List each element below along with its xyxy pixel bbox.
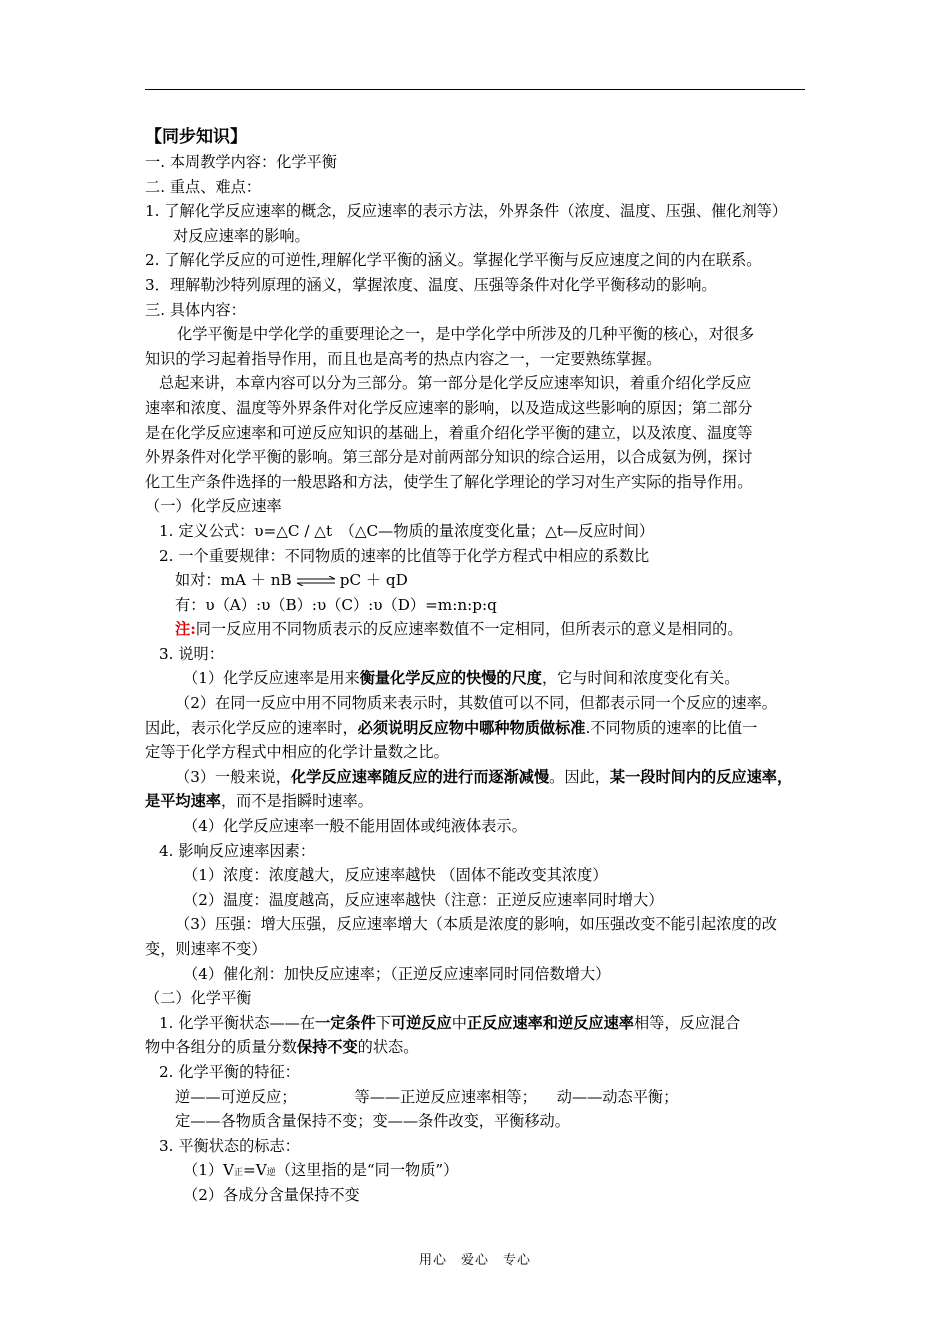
- features-line-2: 定——各物质含量保持不变；变——条件改变，平衡移动。: [175, 1112, 570, 1131]
- intro-paragraph-1: 化学平衡是中学化学的重要理论之一，是中学化学中所涉及的几种平衡的核心，对很多: [177, 325, 755, 344]
- equation-right: pC ＋ qD: [339, 571, 408, 590]
- section-two: 二. 重点、难点：: [145, 177, 261, 196]
- reaction-equation: [145, 568, 817, 593]
- explanation-2-line3: 定等于化学方程式中相应的化学计量数之比。: [145, 743, 449, 762]
- part-a-heading: （一）化学反应速率: [145, 497, 282, 516]
- key-point-1: 1. 了解化学反应速率的概念，反应速率的表示方法，外界条件（浓度、温度、压强、催化剂等）: [145, 202, 788, 221]
- explanation-2-line2: 因此，表示化学反应的速率时，必须说明反应物中哪种物质做标准.不同物质的速率的比值一: [145, 718, 758, 737]
- note-label: 注:: [175, 620, 196, 639]
- explanation-3: （3）一般来说，化学反应速率随反应的进行而逐渐减慢。因此，某一段时间内的反应速率，: [175, 767, 793, 786]
- equation-left: 如对：mA ＋ nB: [175, 571, 292, 590]
- intro-paragraph-2-line3: 是在化学反应速率和可逆反应知识的基础上，着重介绍化学平衡的建立，以及浓度、温度等: [145, 423, 753, 442]
- reversible-arrow-icon: [296, 576, 336, 586]
- page-footer: 用心 爱心 专心: [418, 1253, 531, 1268]
- explanation-2: （2）在同一反应中用不同物质来表示时，其数值可以不同，但都表示同一个反应的速率。: [175, 694, 777, 713]
- factor-temperature: （2）温度：温度越高，反应速率越快（注意：正逆反应速率同时增大）: [183, 890, 664, 909]
- section-three: 三. 具体内容：: [145, 300, 246, 319]
- intro-paragraph-2-line2: 速率和浓度、温度等外界条件对化学反应速率的影响，以及造成这些影响的原因；第二部分: [145, 398, 753, 417]
- indicator-2: （2）各成分含量保持不变: [183, 1185, 360, 1204]
- rate-ratio: 有：υ（A）:υ（B）:υ（C）:υ（D）=m:n:p:q: [175, 595, 497, 614]
- key-point-1-cont: 对反应速率的影响。: [173, 226, 310, 245]
- intro-paragraph-2: 总起来讲，本章内容可以分为三部分。第一部分是化学反应速率知识，着重介绍化学反应: [159, 374, 752, 393]
- note-line: [145, 617, 817, 642]
- note-text: 同一反应用不同物质表示的反应速率数值不一定相同，但所表示的意义是相同的。: [195, 620, 743, 639]
- rate-rule: 2. 一个重要规律：不同物质的速率的比值等于化学方程式中相应的系数比: [159, 546, 650, 565]
- intro-paragraph-2-line4: 外界条件对化学平衡的影响。第三部分是对前两部分知识的综合运用，以合成氨为例，探讨: [145, 448, 753, 467]
- explanation-4: （4）化学反应速率一般不能用固体或纯液体表示。: [183, 817, 527, 836]
- equilibrium-definition-cont: 物中各组分的质量分数保持不变的状态。: [145, 1038, 419, 1057]
- section-heading: 【同步知识】: [145, 127, 247, 147]
- header-rule: [145, 89, 805, 90]
- factor-pressure: （3）压强：增大压强，反应速率增大（本质是浓度的影响，如压强改变不能引起浓度的改: [175, 915, 777, 934]
- explanation-heading: 3. 说明：: [159, 644, 224, 663]
- document-body: [145, 124, 817, 1208]
- explanation-3-line2: 是平均速率，而不是指瞬时速率。: [145, 792, 373, 811]
- intro-paragraph-2-line5: 化工生产条件选择的一般思路和方法，使学生了解化学理论的学习对生产实际的指导作用。: [145, 472, 753, 491]
- explanation-1: （1）化学反应速率是用来衡量化学反应的快慢的尺度，它与时间和浓度变化有关。: [183, 669, 740, 688]
- indicators-heading: 3. 平衡状态的标志：: [159, 1136, 300, 1155]
- section-one: 一. 本周教学内容：化学平衡: [145, 153, 337, 171]
- key-point-3: 3．理解勒沙特列原理的涵义，掌握浓度、温度、压强等条件对化学平衡移动的影响。: [145, 275, 717, 294]
- features-heading: 2. 化学平衡的特征：: [159, 1062, 300, 1081]
- intro-paragraph-1-cont: 知识的学习起着指导作用，而且也是高考的热点内容之一，一定要熟练掌握。: [145, 349, 662, 368]
- key-point-2: 2. 了解化学反应的可逆性,理解化学平衡的涵义。掌握化学平衡与反应速度之间的内在联系。: [145, 251, 762, 270]
- factors-heading: 4. 影响反应速率因素：: [159, 841, 316, 860]
- rate-definition: 1. 定义公式：υ=△C / △t （△C—物质的量浓度变化量；△t—反应时间）: [159, 521, 655, 540]
- factor-concentration: （1）浓度：浓度越大，反应速率越快 （固体不能改变其浓度）: [183, 866, 608, 885]
- indicator-1: （1）V正=V逆（这里指的是“同一物质”）: [183, 1161, 459, 1180]
- factor-pressure-cont: 变，则速率不变）: [145, 940, 267, 958]
- features-line-1: 逆——可逆反应； 等——正逆反应速率相等； 动——动态平衡；: [175, 1087, 679, 1106]
- part-b-heading: （二）化学平衡: [145, 989, 252, 1008]
- factor-catalyst: （4）催化剂：加快反应速率；（正逆反应速率同时同倍数增大）: [183, 964, 611, 983]
- equilibrium-definition: 1. 化学平衡状态——在一定条件下可逆反应中正反应速率和逆反应速率相等，反应混合: [159, 1013, 741, 1032]
